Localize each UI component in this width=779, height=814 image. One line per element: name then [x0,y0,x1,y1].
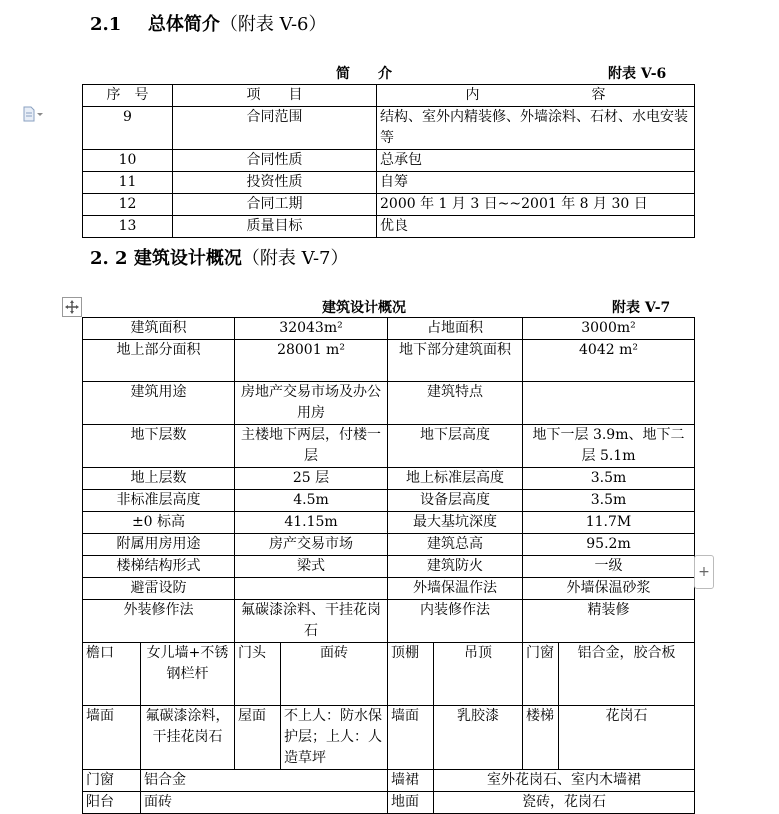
document-icon[interactable] [22,106,44,122]
section-1-heading [90,10,327,36]
cell-label: 门头 [235,643,281,706]
cell-label: 墙裙 [388,770,434,792]
cell-value: 地下一层 3.9m、地下二层 5.1m [523,425,695,468]
table-row [83,216,695,238]
cell-value: 室外花岗石、室内木墙裙 [434,770,695,792]
cell-label: 非标准层高度 [83,490,235,512]
cell-label: 建筑面积 [83,318,235,340]
section-1-number: 2.1 [90,14,122,35]
table-row [83,490,695,512]
row-no: 13 [83,216,173,238]
row-item: 合同范围 [173,107,377,150]
building-design-table [82,317,695,814]
row-content: 总承包 [377,150,695,172]
table-row [83,468,695,490]
cell-value [523,382,695,425]
cell-label: 屋面 [235,706,281,770]
cell-value: 4042 m² [523,340,695,382]
table-row [83,556,695,578]
row-content: 2000 年 1 月 3 日~~2001 年 8 月 30 日 [377,194,695,216]
cell-label: 门窗 [83,770,141,792]
section-2-heading [90,244,348,270]
cell-label: 门窗 [523,643,559,706]
header-item: 项 目 [173,85,377,107]
cell-label: 楼梯结构形式 [83,556,235,578]
table-row [83,107,695,150]
table-row [83,382,695,425]
cell-label: 地下部分建筑面积 [388,340,523,382]
table-row [83,578,695,600]
cell-value: 氟碳漆涂料、干挂花岗石 [235,600,388,643]
cell-label: 建筑防火 [388,556,523,578]
cell-value: 面砖 [141,792,388,814]
section-1-note: （附表 V-6） [219,14,327,35]
table-row [83,643,695,706]
table-row [83,534,695,556]
cell-value: 精装修 [523,600,695,643]
table-row [83,318,695,340]
cell-value: 不上人：防水保护层；上人：人造草坪 [281,706,388,770]
row-no: 10 [83,150,173,172]
row-item: 投资性质 [173,172,377,194]
table-row [83,425,695,468]
row-content: 自筹 [377,172,695,194]
cell-label: 地下层数 [83,425,235,468]
cell-label: 地上部分面积 [83,340,235,382]
row-content: 结构、室外内精装修、外墙涂料、石材、水电安装等 [377,107,695,150]
cell-value: 房地产交易市场及办公用房 [235,382,388,425]
cell-label: ±0 标高 [83,512,235,534]
cell-value: 主楼地下两层，付楼一层 [235,425,388,468]
cell-value: 一级 [523,556,695,578]
cell-label: 阳台 [83,792,141,814]
cell-value: 3.5m [523,490,695,512]
header-content: 内 容 [377,85,695,107]
table-1-tag: 附表 V-6 [608,66,667,82]
table-row [83,792,695,814]
cell-value: 梁式 [235,556,388,578]
cell-value: 41.15m [235,512,388,534]
row-no: 9 [83,107,173,150]
cell-value: 氟碳漆涂料，干挂花岗石 [141,706,235,770]
cell-label: 建筑用途 [83,382,235,425]
cell-value: 房产交易市场 [235,534,388,556]
cell-label: 建筑总高 [388,534,523,556]
table-row [83,600,695,643]
cell-value: 32043m² [235,318,388,340]
section-2-number: 2. 2 [90,248,128,269]
cell-label: 墙面 [388,706,434,770]
table-2-tag: 附表 V-7 [612,300,671,316]
cell-value: 瓷砖，花岗石 [434,792,695,814]
cell-label: 墙面 [83,706,141,770]
cell-label: 地下层高度 [388,425,523,468]
table-row [83,172,695,194]
table-row [83,194,695,216]
cell-value [235,578,388,600]
cell-value: 28001 m² [235,340,388,382]
cell-value: 面砖 [281,643,388,706]
cell-label: 占地面积 [388,318,523,340]
cell-value: 女儿墙+不锈钢栏杆 [141,643,235,706]
row-item: 合同工期 [173,194,377,216]
cell-value: 25 层 [235,468,388,490]
row-no: 12 [83,194,173,216]
cell-label: 顶棚 [388,643,434,706]
move-cross-icon[interactable] [62,297,82,317]
cell-value: 外墙保温砂浆 [523,578,695,600]
cell-label: 避雷设防 [83,578,235,600]
row-item: 合同性质 [173,150,377,172]
table-row [83,770,695,792]
table-row [83,150,695,172]
table-1-caption: 简 介 [336,66,392,82]
cell-label: 设备层高度 [388,490,523,512]
header-no: 序 号 [83,85,173,107]
section-2-title: 建筑设计概况 [133,248,242,269]
cell-label: 楼梯 [523,706,559,770]
table-2-caption: 建筑设计概况 [322,300,406,316]
row-item: 质量目标 [173,216,377,238]
row-content: 优良 [377,216,695,238]
cell-label: 地上层数 [83,468,235,490]
cell-value: 11.7M [523,512,695,534]
table-row [83,340,695,382]
table-row [83,512,695,534]
cell-value: 铝合金，胶合板 [559,643,695,706]
cell-value: 95.2m [523,534,695,556]
cell-value: 吊顶 [434,643,523,706]
row-no: 11 [83,172,173,194]
table-header-row [83,85,695,107]
cell-value: 乳胶漆 [434,706,523,770]
section-2-note: （附表 V-7） [241,248,349,269]
cell-label: 外装修作法 [83,600,235,643]
contract-summary-table [82,84,695,238]
cell-value: 3000m² [523,318,695,340]
cell-label: 建筑特点 [388,382,523,425]
cell-label: 地面 [388,792,434,814]
cell-value: 花岗石 [559,706,695,770]
cell-label: 檐口 [83,643,141,706]
cell-value: 铝合金 [141,770,388,792]
cell-label: 最大基坑深度 [388,512,523,534]
table-row [83,706,695,770]
section-1-title: 总体简介 [147,14,220,35]
cell-label: 内装修作法 [388,600,523,643]
add-row-button[interactable]: + [694,555,714,589]
cell-value: 3.5m [523,468,695,490]
cell-label: 附属用房用途 [83,534,235,556]
cell-label: 外墙保温作法 [388,578,523,600]
cell-label: 地上标准层高度 [388,468,523,490]
cell-value: 4.5m [235,490,388,512]
